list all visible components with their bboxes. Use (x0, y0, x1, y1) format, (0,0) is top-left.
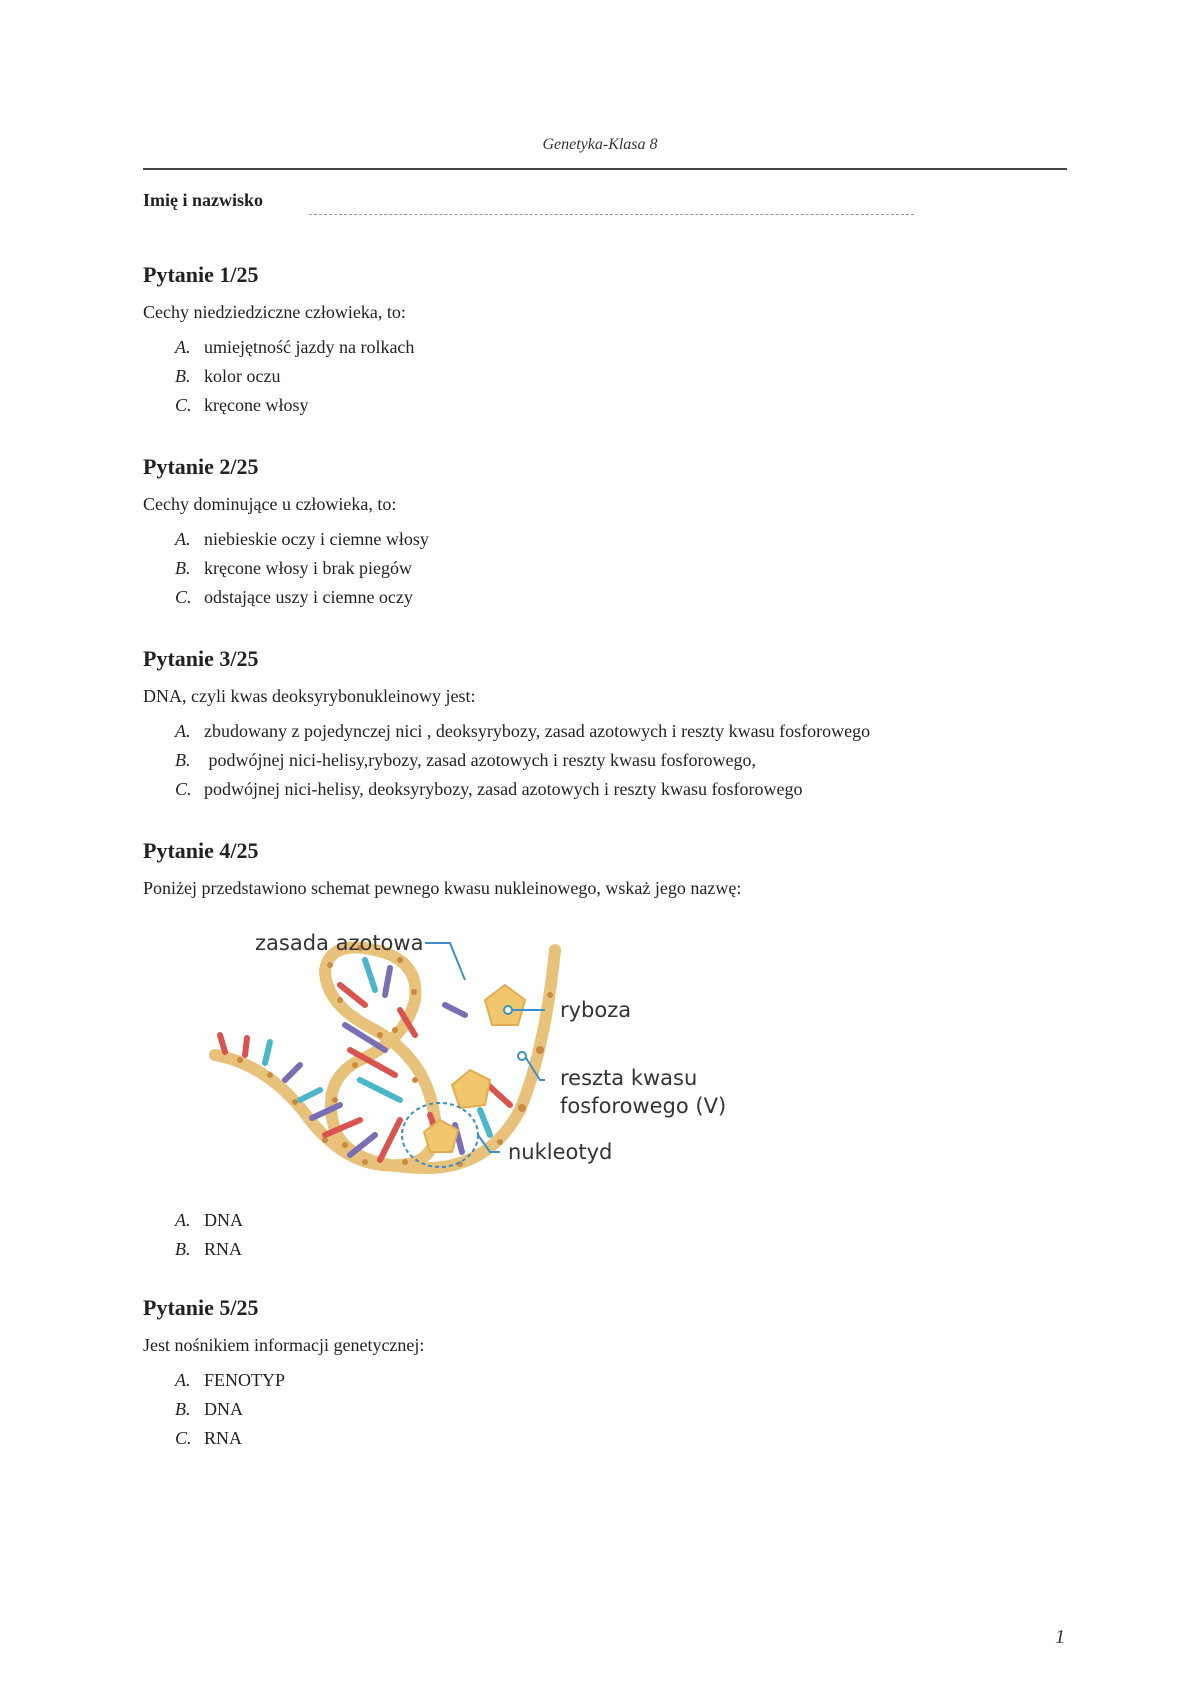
question-4-options (143, 1206, 1073, 1264)
question-title: Pytanie 2/25 (143, 454, 259, 479)
option-a[interactable] (143, 1206, 1073, 1235)
header-title: Genetyka-Klasa 8 (542, 136, 658, 153)
option-letter: B. (175, 1239, 191, 1259)
option-text: zbudowany z pojedynczej nici , deoksyrybozy, zasad azotowych i reszty kwasu fosforowego (204, 721, 871, 741)
options-list (143, 333, 1073, 420)
option-text: podwójnej nici-helisy, deoksyrybozy, zasad azotowych i reszty kwasu fosforowego (204, 779, 803, 799)
option-letter: B. (175, 558, 191, 578)
label-phosphate-2: fosforowego (V) (560, 1094, 727, 1118)
options-list (143, 717, 1073, 804)
option-text: kręcone włosy i brak piegów (204, 558, 412, 578)
question-text: Jest nośnikiem informacji genetycznej: (143, 1335, 425, 1355)
option-c[interactable] (143, 391, 1073, 420)
option-letter: A. (175, 529, 191, 549)
option-text: podwójnej nici-helisy,rybozy, zasad azotowych i reszty kwasu fosforowego, (204, 750, 757, 770)
label-phosphate-1: reszta kwasu (560, 1066, 698, 1090)
option-b[interactable] (143, 1235, 1073, 1264)
option-letter: C. (175, 395, 192, 415)
option-a[interactable] (143, 1366, 1073, 1395)
option-a[interactable] (143, 333, 1073, 362)
option-text: DNA (204, 1210, 243, 1230)
option-a[interactable] (143, 525, 1073, 554)
label-nucleotide: nukleotyd (508, 1140, 613, 1164)
question-text: Cechy dominujące u człowieka, to: (143, 494, 397, 514)
option-text: kręcone włosy (204, 395, 309, 415)
option-c[interactable] (143, 1424, 1073, 1453)
header-rule (143, 168, 1067, 170)
option-letter: C. (175, 587, 192, 607)
option-letter: C. (175, 779, 192, 799)
option-text: kolor oczu (204, 366, 281, 386)
question-1 (143, 262, 1073, 420)
question-text: Cechy niedziedziczne człowieka, to: (143, 302, 406, 322)
question-4 (143, 838, 1073, 909)
option-letter: A. (175, 1370, 191, 1390)
option-text: umiejętność jazdy na rolkach (204, 337, 415, 357)
option-letter: A. (175, 337, 191, 357)
question-text: DNA, czyli kwas deoksyrybonukleinowy jest: (143, 686, 476, 706)
option-text: FENOTYP (204, 1370, 286, 1390)
nitrogen-bases (220, 960, 510, 1160)
option-letter: B. (175, 1399, 191, 1419)
question-text: Poniżej przedstawiono schemat pewnego kwasu nukleinowego, wskaż jego nazwę: (143, 878, 742, 898)
option-b[interactable] (143, 362, 1073, 391)
option-text: niebieskie oczy i ciemne włosy (204, 529, 429, 549)
question-title: Pytanie 5/25 (143, 1295, 259, 1320)
label-base: zasada azotowa (255, 931, 424, 955)
label-ribose: ryboza (560, 998, 632, 1022)
option-text: RNA (204, 1239, 243, 1259)
option-text: DNA (204, 1399, 243, 1419)
option-letter: B. (175, 750, 191, 770)
option-b[interactable] (143, 746, 1073, 775)
question-3 (143, 646, 1073, 804)
option-letter: A. (175, 1210, 191, 1230)
option-text: odstające uszy i ciemne oczy (204, 587, 413, 607)
option-letter: A. (175, 721, 191, 741)
option-letter: B. (175, 366, 191, 386)
question-title: Pytanie 3/25 (143, 646, 259, 671)
option-c[interactable] (143, 775, 1073, 804)
option-letter: C. (175, 1428, 192, 1448)
option-text: RNA (204, 1428, 243, 1448)
option-c[interactable] (143, 583, 1073, 612)
name-label: Imię i nazwisko (143, 190, 264, 210)
option-a[interactable] (143, 717, 1073, 746)
rna-diagram (200, 930, 810, 1190)
options-list (143, 525, 1073, 612)
question-2 (143, 454, 1073, 612)
options-list (143, 1366, 1073, 1453)
option-b[interactable] (143, 1395, 1073, 1424)
question-title: Pytanie 4/25 (143, 838, 259, 863)
question-5 (143, 1295, 1073, 1453)
options-list (143, 1206, 1073, 1264)
question-title: Pytanie 1/25 (143, 262, 259, 287)
name-input-line[interactable] (309, 214, 914, 215)
name-field (143, 190, 1067, 220)
option-b[interactable] (143, 554, 1073, 583)
page-number: 1 (1055, 1626, 1065, 1648)
